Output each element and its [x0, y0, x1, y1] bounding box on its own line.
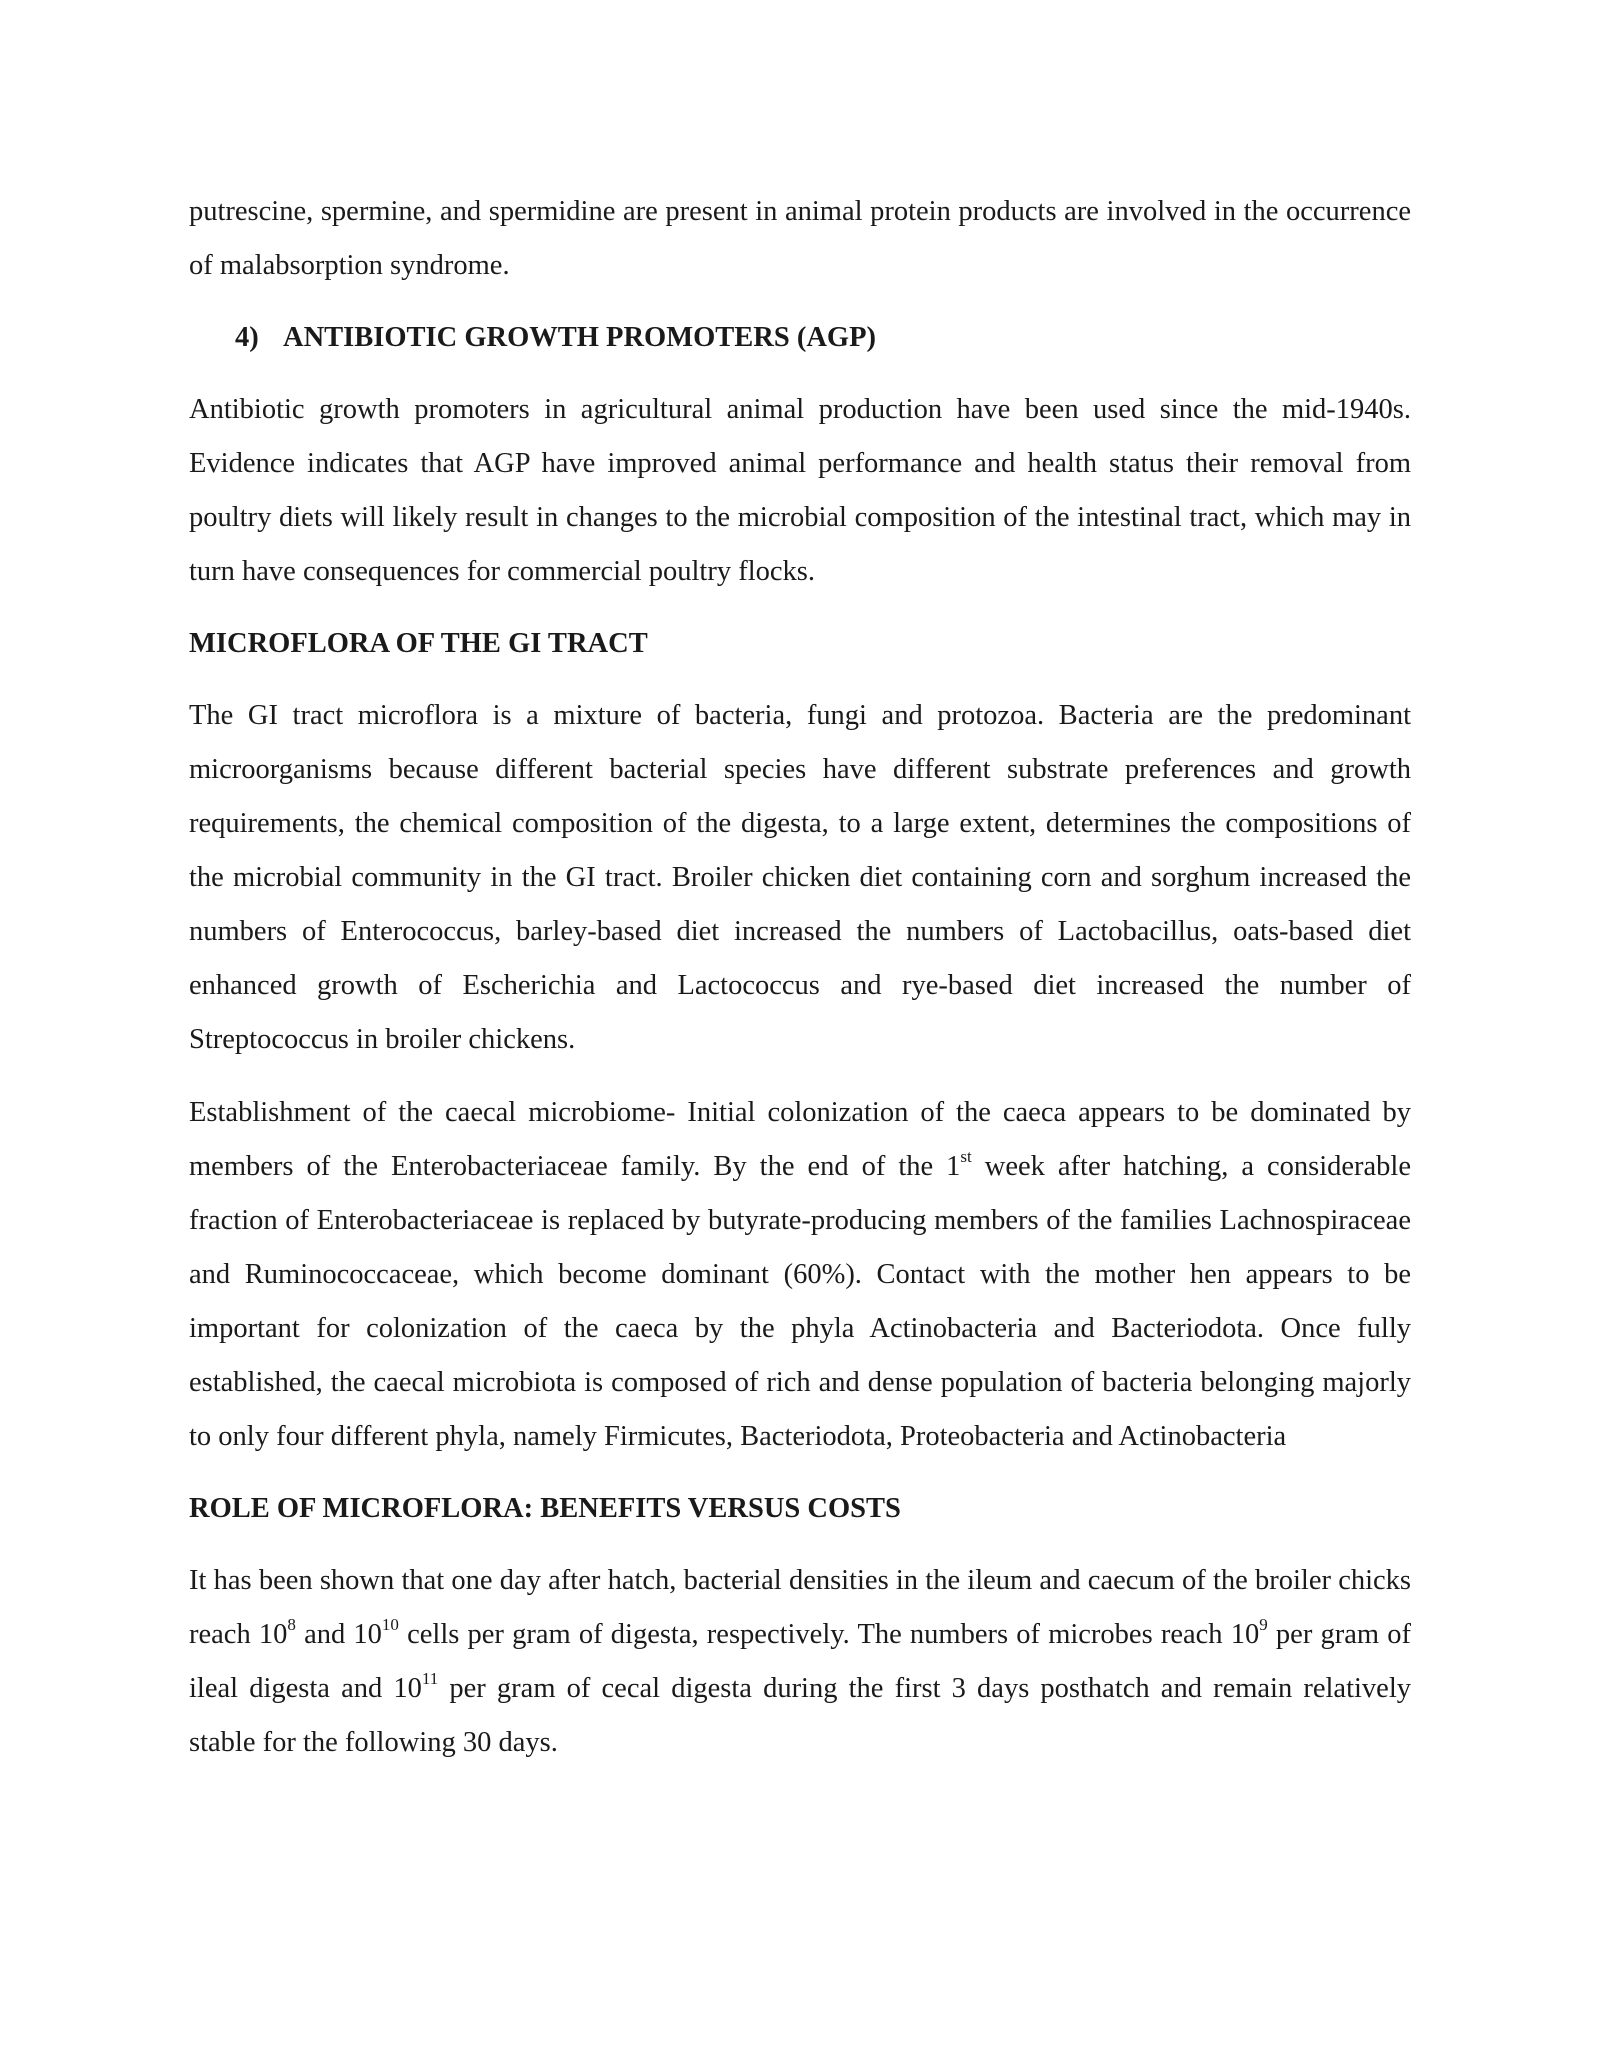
text-run: week after hatching, a considerable fraction of Enterobacteriaceae is replaced by butyrate-producing members of the families Lachnospiraceae and Ruminococcaceae, which become dominant (60%). Contact with the mother hen appears to be important for colonization of the caeca by the phyla Actinobacteria and Bacteriodota. Once fully established, the caecal microbiota is composed of rich and dense population of bacteria belonging majorly to only four different phyla, namely Firmicutes, Bacteriodota, Proteobacteria and Actinobacteria	[189, 1151, 1411, 1452]
text-run: and 10	[295, 1619, 382, 1650]
paragraph-agp: Antibiotic growth promoters in agricultural animal production have been used since the mid-1940s. Evidence indicates that AGP have improved animal performance and health status their removal from poultry diets will likely result in changes to the microbial composition of the intestinal tract, which may in turn have consequences for commercial poultry flocks.	[189, 394, 1411, 587]
superscript-exponent: 11	[421, 1668, 439, 1688]
document-page	[189, 185, 1411, 1770]
superscript-exponent: 10	[381, 1614, 399, 1634]
heading-text: ANTIBIOTIC GROWTH PROMOTERS (AGP)	[283, 322, 877, 353]
text-run: Establishment of the caecal microbiome- Initial colonization of the caeca appears to be dominated by members of the Enterobacteriaceae family. By the end of the 1	[189, 1097, 1411, 1182]
heading-role-of-microflora: ROLE OF MICROFLORA: BENEFITS VERSUS COSTS	[189, 1493, 901, 1524]
superscript-exponent: 9	[1259, 1614, 1268, 1634]
heading-number: 4)	[235, 322, 259, 353]
text-run: per gram of ileal digesta and 10	[189, 1619, 1411, 1704]
heading-antibiotic-growth-promoters	[189, 311, 1411, 365]
paragraph-malabsorption: putrescine, spermine, and spermidine are present in animal protein products are involved in the occurrence of malabsorption syndrome.	[189, 196, 1411, 281]
paragraph-caecal-microbiome	[189, 1086, 1411, 1464]
text-run: It has been shown that one day after hatch, bacterial densities in the ileum and caecum of the broiler chicks reach 10	[189, 1565, 1411, 1650]
superscript-ordinal: st	[960, 1146, 972, 1166]
paragraph-microflora-composition: The GI tract microflora is a mixture of bacteria, fungi and protozoa. Bacteria are the predominant microorganisms because different bacterial species have different substrate preferences and growth requirements, the chemical composition of the digesta, to a large extent, determines the compositions of the microbial community in the GI tract. Broiler chicken diet containing corn and sorghum increased the numbers of Enterococcus, barley-based diet increased the numbers of Lactobacillus, oats-based diet enhanced growth of Escherichia and Lactococcus and rye-based diet increased the number of Streptococcus in broiler chickens.	[189, 700, 1411, 1055]
heading-microflora-gi-tract: MICROFLORA OF THE GI TRACT	[189, 628, 648, 659]
text-run: cells per gram of digesta, respectively. The numbers of microbes reach 10	[398, 1619, 1260, 1650]
text-run: per gram of cecal digesta during the first 3 days posthatch and remain relatively stable for the following 30 days.	[189, 1673, 1411, 1758]
paragraph-bacterial-densities	[189, 1554, 1411, 1770]
superscript-exponent: 8	[287, 1614, 296, 1634]
